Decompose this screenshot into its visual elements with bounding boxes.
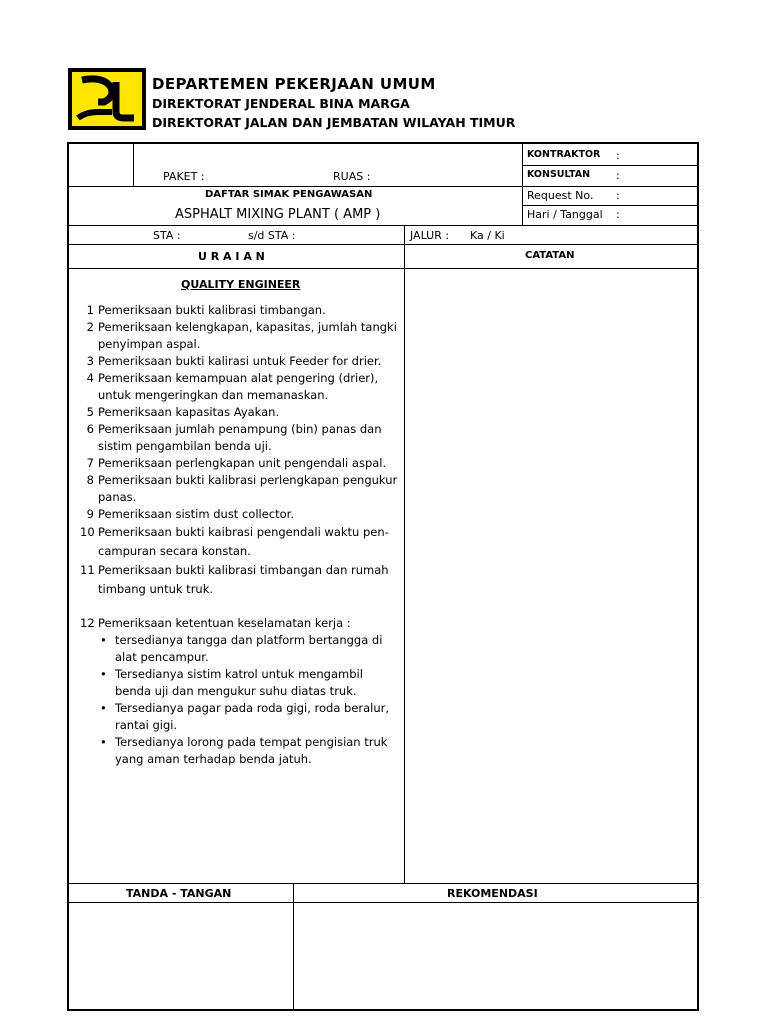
divider [67, 883, 699, 884]
bullet-item: • Tersedianya sistim katrol untuk mengambil benda uji dan mengukur suhu diatas truk. [100, 667, 363, 698]
uraian-header: U R A I A N [198, 250, 265, 263]
catatan-header: CATATAN [525, 250, 575, 261]
request-no-colon: : [616, 189, 620, 202]
konsultan-label: KONSULTAN [527, 169, 591, 180]
list-item: 4 Pemeriksaan kemampuan alat pengering (drier), untuk mengeringkan dan memanaskan. [86, 371, 379, 402]
sta-label: STA : [153, 229, 181, 242]
list-item: 9 Pemeriksaan sistim dust collector. [86, 507, 294, 521]
list-item: 12 Pemeriksaan ketentuan keselamatan kerja : [80, 616, 351, 630]
divider [67, 902, 699, 903]
divider [133, 142, 134, 186]
divider [67, 244, 699, 245]
header-department: DEPARTEMEN PEKERJAAN UMUM [152, 75, 436, 93]
bullet-item: • tersedianya tangga dan platform bertangga di alat pencampur. [100, 633, 383, 664]
rekomendasi-header: REKOMENDASI [447, 887, 538, 900]
sd-sta-label: s/d STA : [248, 229, 296, 242]
tanda-tangan-header: TANDA - TANGAN [126, 887, 232, 900]
divider [293, 883, 294, 1011]
header-directorate: DIREKTORAT JALAN DAN JEMBATAN WILAYAH TIMUR [152, 115, 516, 130]
jalur-value: Ka / Ki [470, 229, 505, 242]
divider [522, 165, 699, 166]
konsultan-colon: : [616, 169, 620, 182]
paket-label: PAKET : [163, 170, 205, 183]
divider [67, 186, 699, 187]
checklist-items [80, 302, 400, 768]
bullet-item: • Tersedianya pagar pada roda gigi, roda beralur, rantai gigi. [100, 701, 390, 732]
kontraktor-colon: : [616, 149, 620, 162]
bullet-item: • Tersedianya lorong pada tempat pengisian truk yang aman terhadap benda jatuh. [100, 735, 388, 766]
divider [404, 225, 405, 883]
list-item: 8 Pemeriksaan bukti kalibrasi perlengkapan pengukur panas. [86, 473, 398, 504]
divider [67, 225, 699, 226]
divider [522, 142, 523, 225]
date-colon: : [616, 208, 620, 221]
list-item: 10 Pemeriksaan bukti kaibrasi pengendali waktu pen-campuran secara konstan. [80, 525, 389, 558]
divider [67, 268, 699, 269]
list-item: 6 Pemeriksaan jumlah penampung (bin) panas dan sistim pengambilan benda uji. [86, 422, 382, 453]
request-no-label: Request No. [527, 189, 594, 202]
list-item: 3 Pemeriksaan bukti kalirasi untuk Feeder for drier. [86, 354, 382, 368]
section-title: QUALITY ENGINEER [181, 278, 301, 291]
list-item: 5 Pemeriksaan kapasitas Ayakan. [86, 405, 280, 419]
header-directorate-general: DIREKTORAT JENDERAL BINA MARGA [152, 96, 410, 111]
list-item: 1 Pemeriksaan bukti kalibrasi timbangan. [86, 303, 326, 317]
ruas-label: RUAS : [333, 170, 371, 183]
list-item: 2 Pemeriksaan kelengkapan, kapasitas, jumlah tangki penyimpan aspal. [86, 320, 397, 351]
list-item: 11 Pemeriksaan bukti kalibrasi timbangan dan rumah timbang untuk truk. [80, 563, 389, 596]
pu-emblem-icon [72, 72, 142, 126]
jalur-label: JALUR : [410, 229, 450, 242]
kontraktor-label: KONTRAKTOR [527, 149, 601, 160]
form-title: ASPHALT MIXING PLANT ( AMP ) [175, 207, 381, 222]
form-subtitle: DAFTAR SIMAK PENGAWASAN [205, 189, 373, 200]
pu-logo [68, 68, 146, 130]
date-label: Hari / Tanggal [527, 208, 603, 221]
divider [522, 205, 699, 206]
list-item: 7 Pemeriksaan perlengkapan unit pengendali aspal. [86, 456, 387, 470]
